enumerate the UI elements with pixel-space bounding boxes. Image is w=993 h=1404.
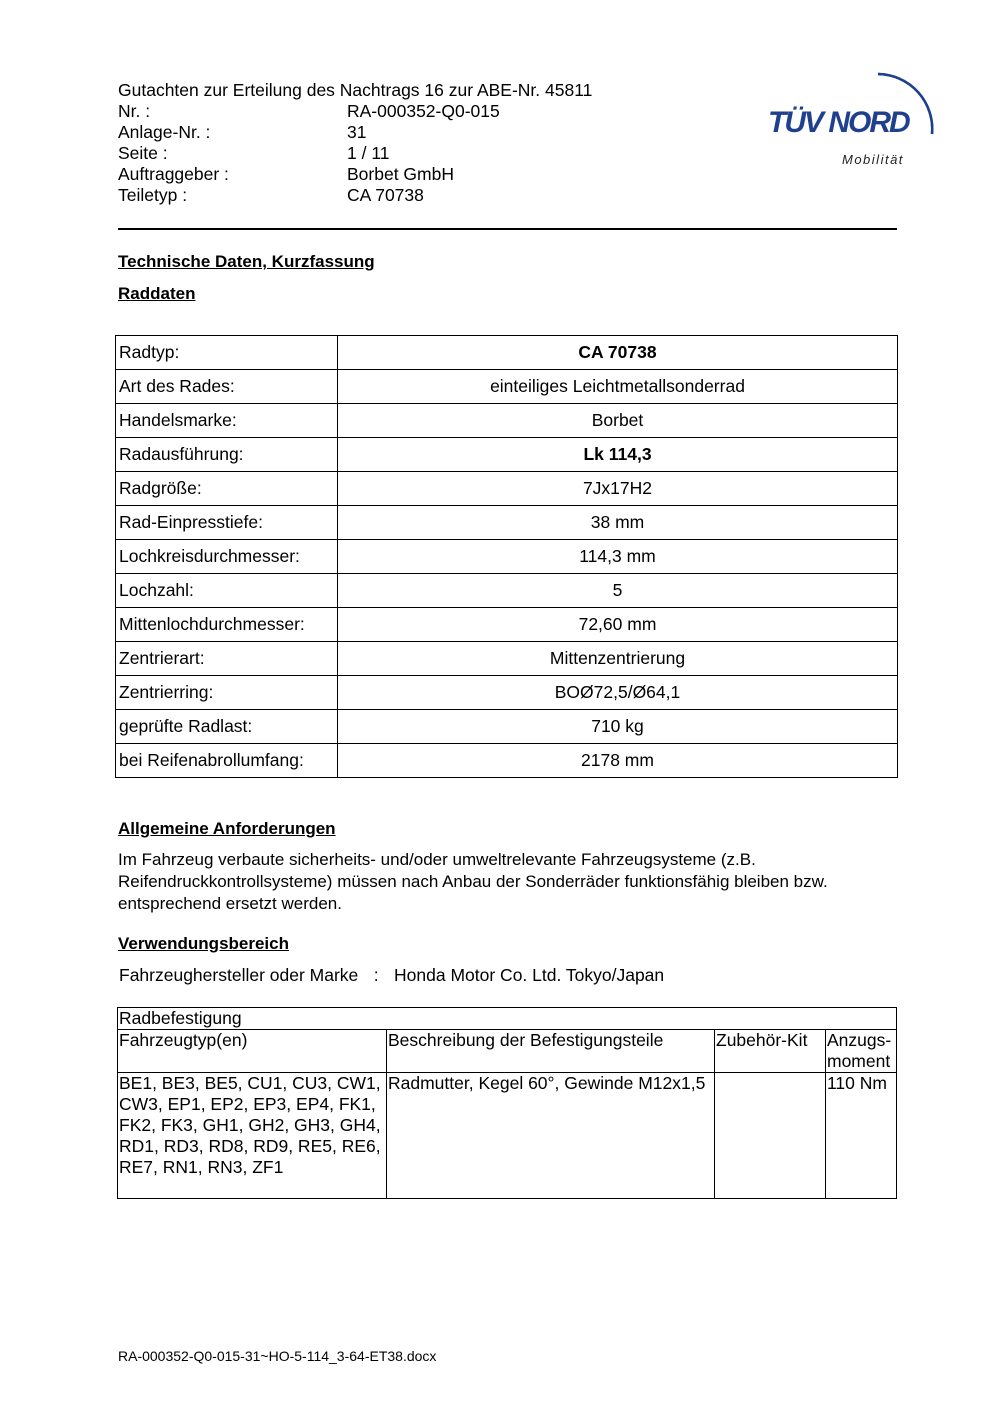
raddaten-value: 5 [338,574,898,608]
cell-anzugsmoment: 110 Nm [826,1073,897,1199]
header-label: Nr. : [118,101,151,121]
raddaten-row [116,506,898,540]
raddaten-label: Handelsmarke: [116,404,338,438]
raddaten-row [116,540,898,574]
raddaten-label: Mittenlochdurchmesser: [116,608,338,642]
raddaten-value: 7Jx17H2 [338,472,898,506]
col-header-fahrzeugtyp: Fahrzeugtyp(en) [118,1030,387,1073]
raddaten-row [116,710,898,744]
document-title: Gutachten zur Erteilung des Nachtrags 16 zur ABE-Nr. 45811 [118,80,593,100]
raddaten-row [116,574,898,608]
cell-zubehoer-kit [715,1073,826,1199]
raddaten-value: Lk 114,3 [338,438,898,472]
raddaten-row [116,370,898,404]
header-label: Seite : [118,143,168,163]
header-row-auftraggeber [118,164,592,185]
raddaten-label: geprüfte Radlast: [116,710,338,744]
col-header-zubehoer-kit: Zubehör-Kit [715,1030,826,1073]
raddaten-row [116,676,898,710]
header-value: Borbet GmbH [347,164,454,184]
header-label: Teiletyp : [118,185,188,205]
allgemeine-anforderungen-text: Im Fahrzeug verbaute sicherheits- und/oder umweltrelevante Fahrzeugsysteme (z.B. Reifendruckkontrollsysteme) müssen nach Anbau der Sonderräder funktionsfähig bleiben bzw. entsprechend ersetzt werden. [118,850,828,913]
raddaten-value: 114,3 mm [338,540,898,574]
raddaten-label: Zentrierart: [116,642,338,676]
section-technische-daten: Technische Daten, Kurzfassung [118,252,375,271]
raddaten-value: 72,60 mm [338,608,898,642]
logo-wordmark: TÜV NORD [768,106,909,139]
raddaten-label: Lochkreisdurchmesser: [116,540,338,574]
raddaten-row [116,642,898,676]
footer-filename: RA-000352-Q0-015-31~HO-5-114_3-64-ET38.docx [118,1348,437,1364]
header-value: RA-000352-Q0-015 [347,101,500,121]
header-value: 1 / 11 [347,143,390,163]
header-row-seite [118,143,592,164]
header-row-anlage [118,122,592,143]
tuv-nord-logo [760,56,945,171]
raddaten-row [116,472,898,506]
raddaten-value: Mittenzentrierung [338,642,898,676]
col-header-anzugsmoment: Anzugs-moment [826,1030,897,1073]
raddaten-value: BOØ72,5/Ø64,1 [338,676,898,710]
raddaten-row [116,744,898,778]
header-row-teiletyp [118,185,592,206]
header-label: Auftraggeber : [118,164,229,184]
raddaten-value: einteiliges Leichtmetallsonderrad [338,370,898,404]
verwendung-value: Honda Motor Co. Ltd. Tokyo/Japan [394,965,665,985]
header-value: 31 [347,122,367,142]
raddaten-row [116,608,898,642]
header-divider [118,228,897,230]
raddaten-label: Radausführung: [116,438,338,472]
raddaten-label: bei Reifenabrollumfang: [116,744,338,778]
verwendung-separator: : [373,965,379,985]
section-allgemeine-anforderungen: Allgemeine Anforderungen [118,819,336,838]
section-verwendungsbereich: Verwendungsbereich [118,934,289,953]
raddaten-table [115,335,898,778]
raddaten-row [116,404,898,438]
raddaten-value: 710 kg [338,710,898,744]
raddaten-value: 2178 mm [338,744,898,778]
header-row-nr [118,101,592,122]
raddaten-label: Zentrierring: [116,676,338,710]
cell-beschreibung: Radmutter, Kegel 60°, Gewinde M12x1,5 [387,1073,715,1199]
raddaten-label: Art des Rades: [116,370,338,404]
col-header-beschreibung: Beschreibung der Befestigungsteile [387,1030,715,1073]
raddaten-value: 38 mm [338,506,898,540]
radbefestigung-title: Radbefestigung [118,1008,897,1030]
header-label: Anlage-Nr. : [118,122,211,142]
raddaten-value: Borbet [338,404,898,438]
raddaten-label: Radtyp: [116,336,338,370]
section-raddaten: Raddaten [118,284,196,303]
document-header [118,80,592,206]
cell-fahrzeugtypen: BE1, BE3, BE5, CU1, CU3, CW1, CW3, EP1, EP2, EP3, EP4, FK1, FK2, FK3, GH1, GH2, GH3, GH4, RD1, RD3, RD8, RD9, RE5, RE6, RE7, RN1, RN3, ZF1 [118,1073,387,1199]
raddaten-label: Lochzahl: [116,574,338,608]
verwendung-line [119,965,664,986]
header-value: CA 70738 [347,185,424,205]
verwendung-label: Fahrzeughersteller oder Marke [119,965,359,985]
radbefestigung-table [117,1007,897,1199]
raddaten-label: Rad-Einpresstiefe: [116,506,338,540]
logo-subtitle: Mobilität [842,152,904,167]
raddaten-row [116,336,898,370]
raddaten-label: Radgröße: [116,472,338,506]
raddaten-value: CA 70738 [338,336,898,370]
raddaten-row [116,438,898,472]
